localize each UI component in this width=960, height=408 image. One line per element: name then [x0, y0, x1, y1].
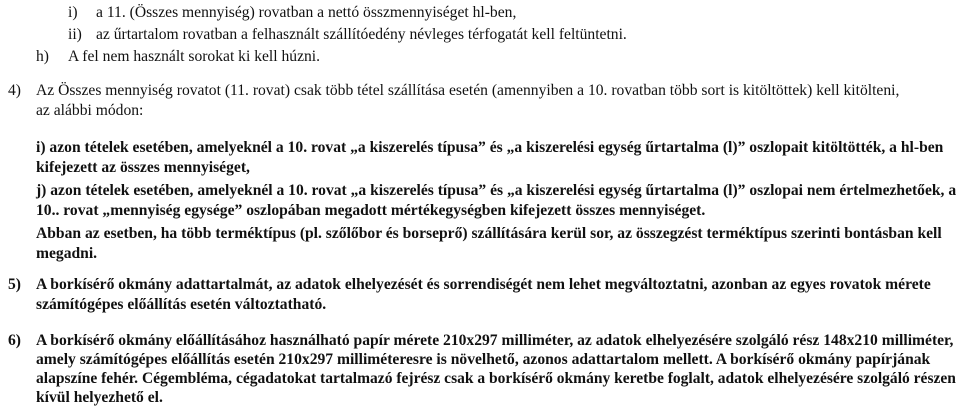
subsection-i-line-2: kifejezett az összes mennyiséget,	[36, 159, 250, 176]
note-line-1: Abban az esetben, ha több terméktípus (pl. szőlőbor és borseprő) szállítására kerül sor, az összegzést terméktípus szerinti bontásban kell	[36, 225, 942, 242]
paragraph-6-line-4: kívül helyezhető el.	[36, 389, 163, 406]
note-line-2: megadni.	[36, 245, 98, 262]
paragraph-6-line-2: amely számítógépes előállítás esetén 210x297 milliméteresre is növelhető, azonos adattartalom mellett. A borkísérő okmány papírjának	[36, 351, 931, 368]
paragraph-5-line-2: számítógépes előállítás esetén változtatható.	[36, 296, 327, 313]
paragraph-6-marker: 6)	[8, 332, 21, 349]
paragraph-5-marker: 5)	[8, 276, 21, 293]
paragraph-4-line-2: az alábbi módon:	[36, 102, 144, 119]
item-h-marker: h)	[36, 48, 49, 65]
subsection-j-line-1: j) azon tételek esetében, amelyeknél a 10. rovat „a kiszerelés típusa” és „a kiszerelési egység űrtartalma (l)” oszlopai nem értelmezhetőek, a	[36, 182, 957, 199]
paragraph-4-line-1: Az Összes mennyiség rovatot (11. rovat) csak több tétel szállítása esetén (amennyiben a 10. rovatban több sort is kitöltöttek) kell kitölteni,	[36, 82, 900, 99]
paragraph-6-line-1: A borkísérő okmány előállításához használható papír mérete 210x297 milliméter, az adatok elhelyezésére szolgáló rész 148x210 milliméter,	[36, 332, 954, 349]
subsection-i-line-1: i) azon tételek esetében, amelyeknél a 10. rovat „a kiszerelés típusa” és „a kiszerelési egység űrtartalma (l)” oszlopait kitöltötték, a hl-ben	[36, 139, 944, 156]
subsection-j-line-2: 10.. rovat „mennyiség egysége” oszlopában megadott mértékegységben kifejezett összes mennyiséget.	[36, 202, 706, 219]
paragraph-5-line-1: A borkísérő okmány adattartalmát, az adatok elhelyezését és sorrendiségét nem lehet megváltoztatni, azonban az egyes rovatok mérete	[36, 276, 931, 293]
item-i-text: a 11. (Összes mennyiség) rovatban a nettó összmennyiséget hl-ben,	[96, 4, 517, 21]
item-h-text: A fel nem használt sorokat ki kell húzni.	[68, 48, 321, 65]
item-ii-text: az űrtartalom rovatban a felhasznált szállítóedény névleges térfogatát kell feltüntetni.	[96, 26, 627, 43]
item-ii-marker: ii)	[68, 26, 82, 43]
paragraph-6-line-3: alapszíne fehér. Cégembléma, cégadatokat tartalmazó fejrész csak a borkísérő okmány keretbe foglalt, adatok elhelyezésére szolgáló részen	[36, 370, 956, 387]
item-i-marker: i)	[68, 4, 78, 21]
paragraph-4-marker: 4)	[8, 82, 21, 99]
